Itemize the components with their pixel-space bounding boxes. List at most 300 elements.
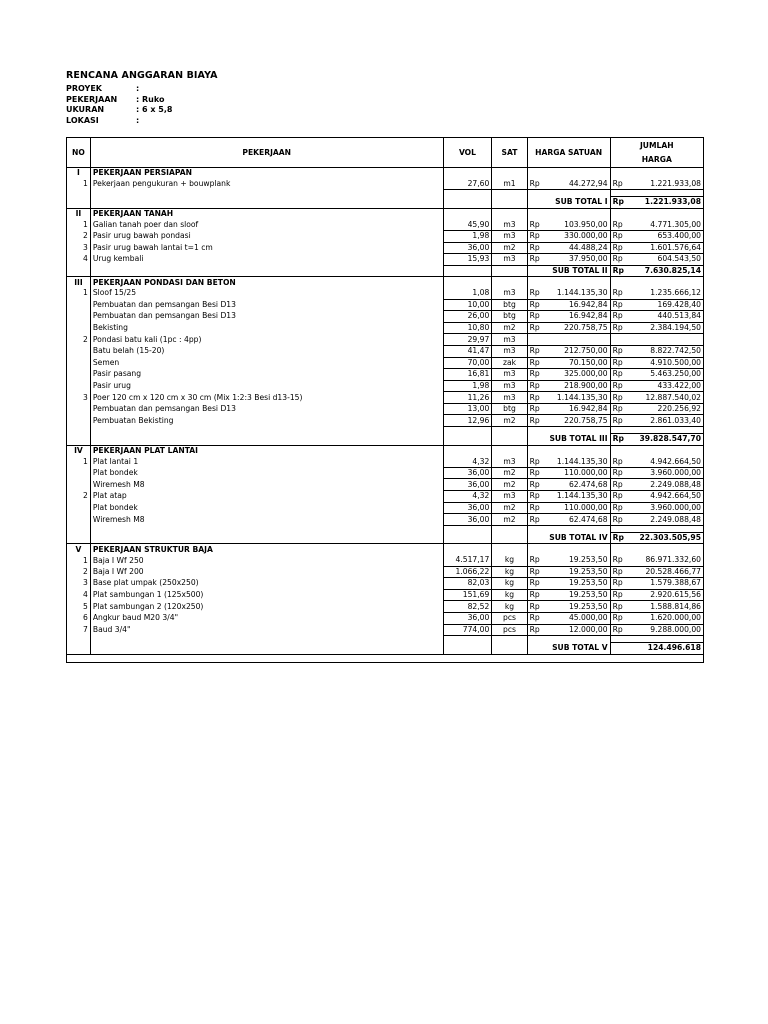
currency-label: Rp (527, 624, 538, 636)
table-cell (67, 525, 91, 532)
subtotal-currency: Rp (610, 434, 621, 446)
item-description: Wiremesh M8 (90, 514, 443, 526)
table-cell (443, 277, 492, 288)
item-unit-price: 62.474,68 (539, 479, 611, 491)
table-end-row (67, 654, 704, 662)
table-row (67, 179, 704, 190)
table-cell (443, 265, 492, 277)
table-row (67, 624, 704, 636)
item-unit-price: 220.758,75 (539, 322, 611, 334)
item-total-price: 86.971.332,60 (622, 555, 704, 566)
item-unit-price: 70.150,00 (539, 357, 611, 369)
item-description: Baja I Wf 200 (90, 566, 443, 578)
item-unit: m3 (492, 219, 527, 230)
currency-label: Rp (527, 491, 538, 503)
item-number (67, 322, 91, 334)
item-unit: btg (492, 311, 527, 323)
subtotal-value: 39.828.547,70 (622, 434, 704, 446)
item-unit: m2 (492, 514, 527, 526)
meta-value: : 6 x 5,8 (136, 105, 173, 115)
table-cell (539, 636, 611, 643)
item-unit-price: 218.900,00 (539, 380, 611, 392)
currency-label: Rp (610, 299, 621, 311)
currency-label: Rp (610, 415, 621, 427)
item-number (67, 369, 91, 381)
currency-label: Rp (610, 502, 621, 514)
item-volume: 41,47 (443, 345, 492, 357)
item-volume: 1.066,22 (443, 566, 492, 578)
table-cell (610, 208, 621, 219)
item-description: Wiremesh M8 (90, 479, 443, 491)
table-cell (90, 427, 443, 434)
currency-label: Rp (527, 514, 538, 526)
table-cell (90, 197, 443, 209)
item-unit: m2 (492, 502, 527, 514)
item-unit: m1 (492, 179, 527, 190)
table-cell (67, 434, 91, 446)
item-total-price: 653.400,00 (622, 230, 704, 242)
table-cell (492, 636, 527, 643)
table-cell (492, 643, 527, 655)
item-volume: 29,97 (443, 334, 492, 346)
currency-label: Rp (610, 369, 621, 381)
table-row (67, 242, 704, 254)
table-row (67, 299, 704, 311)
item-volume: 10,80 (443, 322, 492, 334)
item-unit: m3 (492, 392, 527, 404)
table-row (67, 491, 704, 503)
table-cell (622, 190, 704, 197)
currency-label: Rp (527, 578, 538, 590)
table-row (67, 502, 704, 514)
section-title: PEKERJAAN STRUKTUR BAJA (90, 544, 443, 555)
item-description: Plat lantai 1 (90, 456, 443, 467)
item-total-price (622, 334, 704, 346)
table-cell (443, 208, 492, 219)
item-description: Plat bondek (90, 467, 443, 479)
item-unit-price: 16.942,84 (539, 311, 611, 323)
item-description: Poer 120 cm x 120 cm x 30 cm (Mix 1:2:3 Besi d13-15) (90, 392, 443, 404)
item-total-price: 4.942.664,50 (622, 491, 704, 503)
currency-label: Rp (527, 219, 538, 230)
item-volume: 36,00 (443, 502, 492, 514)
item-description: Baud 3/4" (90, 624, 443, 636)
item-volume: 26,00 (443, 311, 492, 323)
item-unit: pcs (492, 624, 527, 636)
table-cell (527, 208, 538, 219)
item-unit: btg (492, 299, 527, 311)
item-unit: zak (492, 357, 527, 369)
table-cell (622, 544, 704, 555)
subtotal-value: 1.221.933,08 (622, 197, 704, 209)
subtotal-currency (610, 643, 621, 655)
project-meta (66, 84, 706, 126)
item-total-price: 1.221.933,08 (622, 179, 704, 190)
table-cell (443, 532, 492, 544)
table-cell (539, 445, 611, 456)
table-cell (622, 208, 704, 219)
currency-label: Rp (527, 392, 538, 404)
table-cell (527, 427, 538, 434)
item-description: Semen (90, 357, 443, 369)
table-row (67, 456, 704, 467)
header-no: NO (67, 138, 91, 168)
item-unit: kg (492, 589, 527, 601)
table-cell (527, 277, 538, 288)
table-cell (622, 525, 704, 532)
table-cell (527, 168, 538, 179)
table-cell (527, 525, 538, 532)
currency-label: Rp (610, 589, 621, 601)
currency-label: Rp (610, 467, 621, 479)
table-cell (443, 197, 492, 209)
header-harga-satuan: HARGA SATUAN (527, 138, 610, 168)
table-cell (492, 277, 527, 288)
item-unit: m2 (492, 242, 527, 254)
item-unit-price: 19.253,50 (539, 555, 611, 566)
currency-label: Rp (527, 345, 538, 357)
currency-label: Rp (527, 479, 538, 491)
item-volume: 27,60 (443, 179, 492, 190)
table-cell (492, 525, 527, 532)
spacer-row (67, 427, 704, 434)
item-unit-price: 1.144.135,30 (539, 491, 611, 503)
table-row (67, 392, 704, 404)
table-cell (67, 532, 91, 544)
currency-label (610, 334, 621, 346)
item-total-price: 4.942.664,50 (622, 456, 704, 467)
item-number: 1 (67, 219, 91, 230)
table-cell (610, 168, 621, 179)
table-cell (443, 643, 492, 655)
table-row (67, 403, 704, 415)
item-unit-price: 330.000,00 (539, 230, 611, 242)
item-unit-price: 1.144.135,30 (539, 456, 611, 467)
table-cell (527, 544, 538, 555)
table-cell (610, 636, 621, 643)
table-cell (527, 636, 538, 643)
item-number: 1 (67, 456, 91, 467)
spacer-row (67, 525, 704, 532)
item-total-price: 8.822.742,50 (622, 345, 704, 357)
item-unit-price: 12.000,00 (539, 624, 611, 636)
item-number: 7 (67, 624, 91, 636)
subtotal-label: SUB TOTAL III (527, 434, 610, 446)
item-unit: kg (492, 578, 527, 590)
subtotal-label: SUB TOTAL I (527, 197, 610, 209)
table-cell (539, 525, 611, 532)
item-total-price: 4.910.500,00 (622, 357, 704, 369)
table-cell (622, 445, 704, 456)
table-cell (492, 427, 527, 434)
subtotal-currency: Rp (610, 197, 621, 209)
subtotal-row (67, 532, 704, 544)
item-unit: m3 (492, 288, 527, 299)
header-vol: VOL (443, 138, 492, 168)
item-unit: m3 (492, 456, 527, 467)
item-number: 1 (67, 288, 91, 299)
meta-label: PEKERJAAN (66, 94, 118, 104)
item-unit: pcs (492, 612, 527, 624)
item-description: Pembuatan dan pemsangan Besi D13 (90, 403, 443, 415)
currency-label: Rp (610, 566, 621, 578)
subtotal-row (67, 197, 704, 209)
currency-label: Rp (610, 403, 621, 415)
item-unit: m2 (492, 322, 527, 334)
table-cell (443, 168, 492, 179)
currency-label: Rp (527, 601, 538, 613)
item-number (67, 479, 91, 491)
item-total-price: 2.861.033,40 (622, 415, 704, 427)
currency-label: Rp (610, 624, 621, 636)
item-description: Pembuatan dan pemsangan Besi D13 (90, 311, 443, 323)
table-cell (539, 168, 611, 179)
section-title: PEKERJAAN PLAT LANTAI (90, 445, 443, 456)
table-row (67, 380, 704, 392)
table-cell (90, 525, 443, 532)
item-total-price: 12.887.540,02 (622, 392, 704, 404)
table-cell (539, 427, 611, 434)
currency-label: Rp (527, 242, 538, 254)
table-row (67, 601, 704, 613)
table-cell (527, 445, 538, 456)
table-row (67, 578, 704, 590)
item-total-price: 220.256,92 (622, 403, 704, 415)
subtotal-label: SUB TOTAL IV (527, 532, 610, 544)
currency-label: Rp (610, 254, 621, 266)
item-unit: m3 (492, 380, 527, 392)
item-unit-price: 1.144.135,30 (539, 392, 611, 404)
item-description: Pasir urug bawah pondasi (90, 230, 443, 242)
item-total-price: 9.288.000,00 (622, 624, 704, 636)
table-cell (443, 427, 492, 434)
section-number: II (67, 208, 91, 219)
table-cell (622, 427, 704, 434)
table-cell (492, 208, 527, 219)
table-cell (492, 544, 527, 555)
table-cell (527, 190, 538, 197)
table-row (67, 334, 704, 346)
item-unit-price: 110.000,00 (539, 502, 611, 514)
item-volume: 36,00 (443, 612, 492, 624)
item-unit-price: 220.758,75 (539, 415, 611, 427)
currency-label: Rp (527, 456, 538, 467)
currency-label: Rp (527, 311, 538, 323)
currency-label: Rp (610, 230, 621, 242)
item-number (67, 380, 91, 392)
item-total-price: 440.513,84 (622, 311, 704, 323)
item-unit: kg (492, 601, 527, 613)
item-description: Plat atap (90, 491, 443, 503)
subtotal-label: SUB TOTAL II (527, 265, 610, 277)
section-title: PEKERJAAN PERSIAPAN (90, 168, 443, 179)
item-total-price: 1.601.576,64 (622, 242, 704, 254)
currency-label: Rp (610, 219, 621, 230)
table-cell (90, 532, 443, 544)
item-volume: 82,03 (443, 578, 492, 590)
item-unit: m2 (492, 415, 527, 427)
table-cell (492, 265, 527, 277)
item-volume: 1,08 (443, 288, 492, 299)
currency-label: Rp (527, 322, 538, 334)
subtotal-row (67, 643, 704, 655)
table-row (67, 612, 704, 624)
item-volume: 36,00 (443, 467, 492, 479)
table-cell (492, 197, 527, 209)
item-unit: m3 (492, 345, 527, 357)
table-cell (539, 544, 611, 555)
item-description: Angkur baud M20 3/4" (90, 612, 443, 624)
item-volume: 15,93 (443, 254, 492, 266)
currency-label: Rp (610, 612, 621, 624)
meta-label: LOKASI (66, 115, 99, 125)
table-cell (67, 265, 91, 277)
item-volume: 70,00 (443, 357, 492, 369)
item-volume: 82,52 (443, 601, 492, 613)
table-cell (610, 525, 621, 532)
currency-label: Rp (527, 299, 538, 311)
item-total-price: 433.422,00 (622, 380, 704, 392)
subtotal-label: SUB TOTAL V (527, 643, 610, 655)
item-number: 2 (67, 566, 91, 578)
item-unit: m3 (492, 334, 527, 346)
currency-label: Rp (610, 491, 621, 503)
section-title: PEKERJAAN PONDASI DAN BETON (90, 277, 443, 288)
item-volume: 36,00 (443, 514, 492, 526)
table-cell (539, 208, 611, 219)
table-cell (443, 434, 492, 446)
currency-label: Rp (610, 514, 621, 526)
item-unit-price: 44.272,94 (539, 179, 611, 190)
currency-label: Rp (610, 380, 621, 392)
item-number: 4 (67, 589, 91, 601)
currency-label: Rp (527, 230, 538, 242)
table-row (67, 369, 704, 381)
table-cell (67, 197, 91, 209)
item-volume: 16,81 (443, 369, 492, 381)
item-total-price: 1.620.000,00 (622, 612, 704, 624)
item-unit-price: 19.253,50 (539, 589, 611, 601)
table-cell (67, 643, 91, 655)
item-number (67, 311, 91, 323)
item-number (67, 502, 91, 514)
item-description: Pembuatan dan pemsangan Besi D13 (90, 299, 443, 311)
item-description: Pasir urug bawah lantai t=1 cm (90, 242, 443, 254)
item-volume: 12,96 (443, 415, 492, 427)
table-row (67, 230, 704, 242)
item-description: Plat sambungan 1 (125x500) (90, 589, 443, 601)
subtotal-row (67, 265, 704, 277)
item-description: Batu belah (15-20) (90, 345, 443, 357)
item-total-price: 20.528.466,77 (622, 566, 704, 578)
currency-label: Rp (610, 456, 621, 467)
table-cell (67, 636, 91, 643)
item-description: Pekerjaan pengukuran + bouwplank (90, 179, 443, 190)
currency-label: Rp (610, 322, 621, 334)
table-cell (90, 434, 443, 446)
item-volume: 36,00 (443, 479, 492, 491)
subtotal-value: 22.303.505,95 (622, 532, 704, 544)
item-unit-price: 212.750,00 (539, 345, 611, 357)
currency-label: Rp (527, 254, 538, 266)
currency-label: Rp (527, 467, 538, 479)
item-total-price: 1.588.814,86 (622, 601, 704, 613)
table-cell (443, 190, 492, 197)
table-cell (622, 277, 704, 288)
section-number: I (67, 168, 91, 179)
table-row (67, 219, 704, 230)
header-sat: SAT (492, 138, 527, 168)
item-description: Base plat umpak (250x250) (90, 578, 443, 590)
item-total-price: 604.543,50 (622, 254, 704, 266)
table-cell (610, 544, 621, 555)
item-total-price: 5.463.250,00 (622, 369, 704, 381)
item-description: Sloof 15/25 (90, 288, 443, 299)
item-number: 1 (67, 555, 91, 566)
item-unit-price: 16.942,84 (539, 299, 611, 311)
subtotal-row (67, 434, 704, 446)
item-description: Pondasi batu kali (1pc : 4pp) (90, 334, 443, 346)
currency-label: Rp (610, 357, 621, 369)
item-number (67, 415, 91, 427)
item-volume: 4,32 (443, 491, 492, 503)
item-unit-price (539, 334, 611, 346)
table-cell (443, 544, 492, 555)
table-row (67, 566, 704, 578)
item-description: Baja I Wf 250 (90, 555, 443, 566)
item-description: Galian tanah poer dan sloof (90, 219, 443, 230)
item-total-price: 2.920.615,56 (622, 589, 704, 601)
table-cell (492, 434, 527, 446)
currency-label: Rp (610, 311, 621, 323)
item-unit-price: 19.253,50 (539, 566, 611, 578)
document-title: RENCANA ANGGARAN BIAYA (66, 70, 218, 81)
item-description: Plat sambungan 2 (120x250) (90, 601, 443, 613)
section-number: IV (67, 445, 91, 456)
currency-label: Rp (527, 502, 538, 514)
currency-label: Rp (610, 555, 621, 566)
table-cell (610, 277, 621, 288)
currency-label: Rp (610, 242, 621, 254)
item-total-price: 169.428,40 (622, 299, 704, 311)
currency-label: Rp (527, 288, 538, 299)
item-number (67, 514, 91, 526)
currency-label: Rp (527, 415, 538, 427)
table-row (67, 322, 704, 334)
table-row (67, 589, 704, 601)
currency-label: Rp (610, 578, 621, 590)
item-unit-price: 16.942,84 (539, 403, 611, 415)
section-header-row (67, 168, 704, 179)
item-description: Pasir pasang (90, 369, 443, 381)
header-jumlah-line1: JUMLAH (639, 140, 674, 150)
section-header-row (67, 208, 704, 219)
table-cell (610, 445, 621, 456)
item-number: 3 (67, 242, 91, 254)
header-pekerjaan: PEKERJAAN (90, 138, 443, 168)
item-unit-price: 44.488,24 (539, 242, 611, 254)
item-unit-price: 1.144.135,30 (539, 288, 611, 299)
table-cell (443, 445, 492, 456)
item-volume: 1,98 (443, 380, 492, 392)
currency-label: Rp (527, 357, 538, 369)
item-total-price: 1.579.388,67 (622, 578, 704, 590)
spacer-row (67, 190, 704, 197)
table-row (67, 288, 704, 299)
meta-value: : (136, 84, 140, 93)
table-cell (443, 525, 492, 532)
currency-label: Rp (610, 601, 621, 613)
